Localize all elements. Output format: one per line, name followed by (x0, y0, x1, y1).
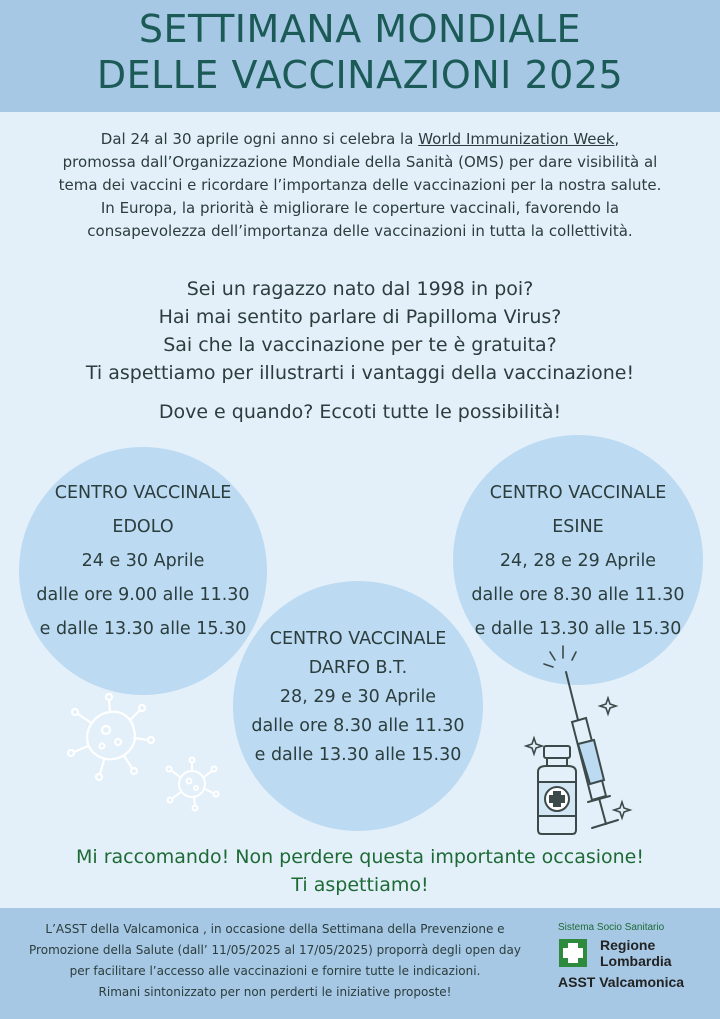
virus-icon (62, 690, 158, 782)
center-esine-location: ESINE (552, 517, 604, 537)
intro-line-4: In Europa, la priorità è migliorare le coperture vaccinali, favorendo la (100, 199, 620, 217)
logo-region-line1: Regione (600, 937, 656, 953)
regione-lombardia-logo (558, 922, 718, 990)
sparkle-icon (520, 638, 640, 828)
lombardia-rose-icon (559, 939, 587, 967)
footer-banner (0, 908, 720, 1019)
page-title-line1: SETTIMANA MONDIALE (138, 7, 582, 51)
center-darfo-location: DARFO B.T. (308, 658, 408, 678)
center-esine-time2: e dalle 13.30 alle 15.30 (474, 619, 682, 639)
question-4: Ti aspettiamo per illustrarti i vantaggi della vaccinazione! (85, 362, 635, 384)
footer-line-1: L’ASST della Valcamonica , in occasione della Settimana della Prevenzione e (45, 922, 505, 936)
logo-system-label: Sistema Socio Sanitario (558, 922, 665, 933)
center-esine-title: CENTRO VACCINALE (489, 483, 667, 503)
center-esine-dates: 24, 28 e 29 Aprile (499, 551, 657, 571)
closing-line-2: Ti aspettiamo! (291, 874, 429, 896)
center-edolo-title: CENTRO VACCINALE (54, 483, 232, 503)
center-darfo-title: CENTRO VACCINALE (269, 629, 447, 649)
intro-line-1-comma: , (614, 130, 620, 148)
intro-line-5: consapevolezza dell’importanza delle vaccinazioni in tutta la collettività. (87, 222, 633, 240)
intro-line-3: tema dei vaccini e ricordare l’importanza delle vaccinazioni per la nostra salute. (58, 176, 662, 194)
logo-region (600, 937, 672, 969)
center-darfo-time1: dalle ore 8.30 alle 11.30 (251, 716, 465, 736)
footer-line-3: per facilitare l’accesso alle vaccinazioni e fornire tutte le indicazioni. (69, 964, 481, 978)
header-banner (0, 0, 720, 112)
center-esine-time1: dalle ore 8.30 alle 11.30 (471, 585, 685, 605)
intro-line-1-text: Dal 24 al 30 aprile ogni anno si celebra la (100, 130, 419, 148)
closing-message (0, 843, 720, 899)
center-edolo-time1: dalle ore 9.00 alle 11.30 (36, 585, 250, 605)
footer-line-4: Rimani sintonizzato per non perderti le iniziative proposte! (98, 985, 452, 999)
logo-org: ASST Valcamonica (558, 974, 685, 990)
where-when-heading: Dove e quando? Eccoti tutte le possibilità! (158, 401, 562, 423)
intro-paragraph (0, 128, 720, 243)
questions-block (0, 275, 720, 387)
intro-line-1 (0, 128, 720, 151)
center-edolo-dates: 24 e 30 Aprile (81, 551, 205, 571)
center-edolo-location: EDOLO (112, 517, 174, 537)
logo-region-line2: Lombardia (600, 953, 672, 969)
center-edolo-circle (19, 447, 267, 695)
question-2: Hai mai sentito parlare di Papilloma Virus? (158, 306, 562, 328)
world-immunization-week-text: World Immunization Week (418, 130, 615, 148)
center-darfo-time2: e dalle 13.30 alle 15.30 (254, 745, 462, 765)
center-edolo-time2: e dalle 13.30 alle 15.30 (39, 619, 247, 639)
intro-line-2: promossa dall’Organizzazione Mondiale della Sanità (OMS) per dare visibilità al (62, 153, 658, 171)
question-3: Sai che la vaccinazione per te è gratuita? (163, 334, 557, 356)
center-darfo-dates: 28, 29 e 30 Aprile (279, 687, 437, 707)
footer-text (0, 919, 550, 1003)
page-title-line2: DELLE VACCINAZIONI 2025 (96, 53, 624, 97)
question-1: Sei un ragazzo nato dal 1998 in poi? (186, 278, 534, 300)
footer-line-2: Promozione della Salute (dall’ 11/05/2025 al 17/05/2025) proporrà degli open day (29, 943, 521, 957)
center-darfo-circle (233, 581, 483, 831)
closing-line-1: Mi raccomando! Non perdere questa importante occasione! (76, 846, 644, 868)
virus-small-icon (162, 755, 222, 813)
